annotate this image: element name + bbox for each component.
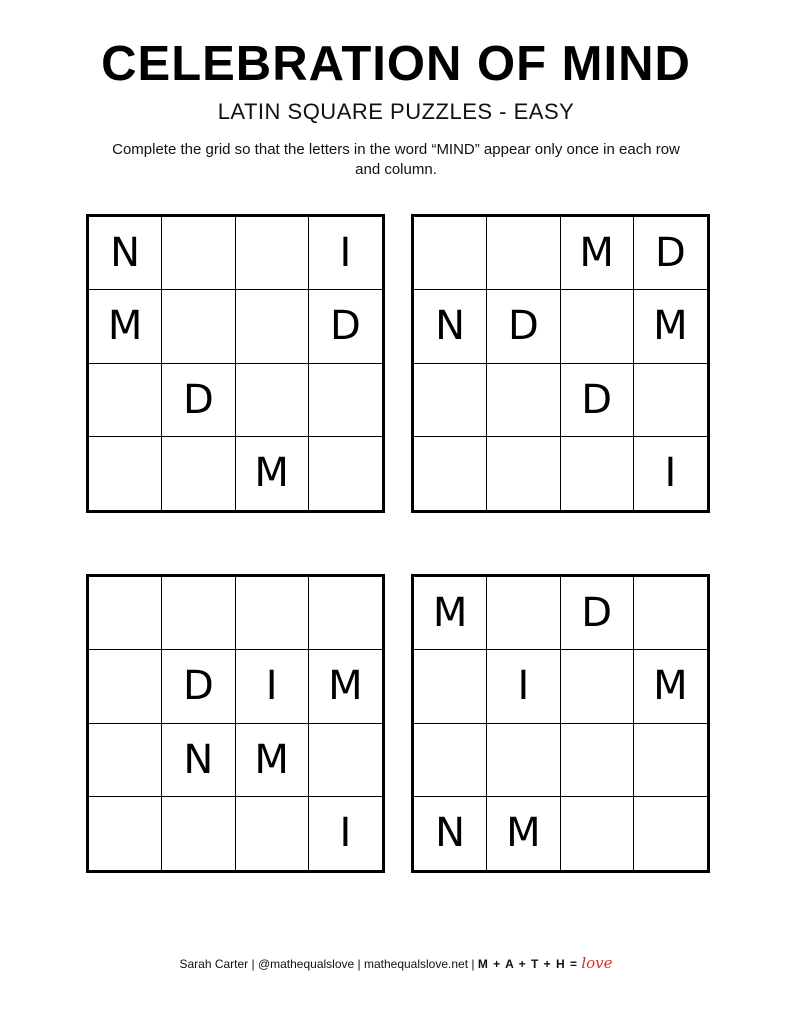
- grid-cell[interactable]: N: [414, 290, 487, 363]
- grid-cell[interactable]: [487, 724, 560, 797]
- page-subtitle: LATIN SQUARE PUZZLES - EASY: [217, 99, 575, 124]
- grid-cell[interactable]: M: [309, 650, 382, 723]
- grid-cell[interactable]: I: [309, 217, 382, 290]
- grid-cell[interactable]: M: [414, 577, 487, 650]
- grid-cell[interactable]: [89, 364, 162, 437]
- grid-cell[interactable]: [634, 577, 707, 650]
- grid-cell[interactable]: I: [487, 650, 560, 723]
- grid-cell[interactable]: [309, 724, 382, 797]
- grid-cell[interactable]: [162, 437, 235, 510]
- grid-cell[interactable]: [162, 290, 235, 363]
- grid-cell[interactable]: N: [162, 724, 235, 797]
- grid-cell[interactable]: [236, 217, 309, 290]
- footer: [0, 955, 792, 972]
- grid-cell[interactable]: [162, 217, 235, 290]
- grid-cell[interactable]: [414, 217, 487, 290]
- grid-cell[interactable]: I: [664, 450, 677, 497]
- grid-cell[interactable]: [309, 364, 382, 437]
- grid-cell[interactable]: M: [487, 797, 560, 870]
- grid-cell[interactable]: M: [561, 217, 634, 290]
- grid-cell[interactable]: M: [634, 290, 707, 363]
- grid-cell[interactable]: [89, 437, 162, 510]
- footer-brand: M + A + T + H =: [477, 957, 578, 971]
- grid-cell[interactable]: [236, 290, 309, 363]
- grid-cell[interactable]: M: [634, 650, 707, 723]
- grid-cell[interactable]: [309, 437, 382, 510]
- grid-cell[interactable]: I: [339, 810, 352, 857]
- grid-cell[interactable]: [236, 364, 309, 437]
- page-title: CELEBRATION OF MIND: [101, 37, 691, 91]
- grid-cell[interactable]: D: [634, 217, 707, 290]
- grid-cell[interactable]: D: [487, 290, 560, 363]
- grid-cell[interactable]: [89, 724, 162, 797]
- grid-cell[interactable]: [561, 797, 634, 870]
- grid-cell[interactable]: N: [89, 217, 162, 290]
- grid-cell[interactable]: I: [236, 650, 309, 723]
- grid-cell[interactable]: D: [561, 364, 634, 437]
- grid-cell[interactable]: [487, 437, 560, 510]
- grid-cell[interactable]: [309, 577, 382, 650]
- puzzle-grid-2: [411, 214, 710, 513]
- grid-cell[interactable]: [89, 650, 162, 723]
- grid-cell[interactable]: [414, 364, 487, 437]
- grid-cell[interactable]: [89, 577, 162, 650]
- grid-cell[interactable]: [561, 437, 634, 510]
- grid-cell[interactable]: M: [89, 290, 162, 363]
- footer-credit: Sarah Carter | @mathequalslove | mathequalslove.net |: [179, 957, 475, 971]
- grid-cell[interactable]: M: [236, 724, 309, 797]
- grid-cell[interactable]: D: [162, 650, 235, 723]
- grid-cell[interactable]: [487, 577, 560, 650]
- grid-cell[interactable]: [89, 797, 162, 870]
- grid-cell[interactable]: [561, 290, 634, 363]
- grid-cell[interactable]: [634, 724, 707, 797]
- puzzle-grid-3: [86, 574, 385, 873]
- grid-cell[interactable]: [414, 724, 487, 797]
- grid-cell[interactable]: [561, 724, 634, 797]
- grid-cell[interactable]: D: [561, 577, 634, 650]
- grid-cell[interactable]: [634, 364, 707, 437]
- footer-love: love: [581, 954, 613, 972]
- grid-cell[interactable]: [414, 437, 487, 510]
- instructions: Complete the grid so that the letters in the word “MIND” appear only once in each row and column.: [112, 141, 680, 178]
- grid-cell[interactable]: [236, 577, 309, 650]
- grid-cell[interactable]: D: [162, 364, 235, 437]
- grid-cell[interactable]: [162, 797, 235, 870]
- grid-cell[interactable]: M: [236, 437, 309, 510]
- grid-cell[interactable]: D: [309, 290, 382, 363]
- puzzle-grid-1: [86, 214, 385, 513]
- puzzle-grid-4: [411, 574, 710, 873]
- grid-cell[interactable]: [414, 650, 487, 723]
- grid-cell[interactable]: [561, 650, 634, 723]
- grid-cell[interactable]: [236, 797, 309, 870]
- grid-cell[interactable]: [487, 364, 560, 437]
- grid-cell[interactable]: [487, 217, 560, 290]
- grid-cell[interactable]: [634, 797, 707, 870]
- grid-cell[interactable]: [162, 577, 235, 650]
- grid-cell[interactable]: N: [414, 797, 487, 870]
